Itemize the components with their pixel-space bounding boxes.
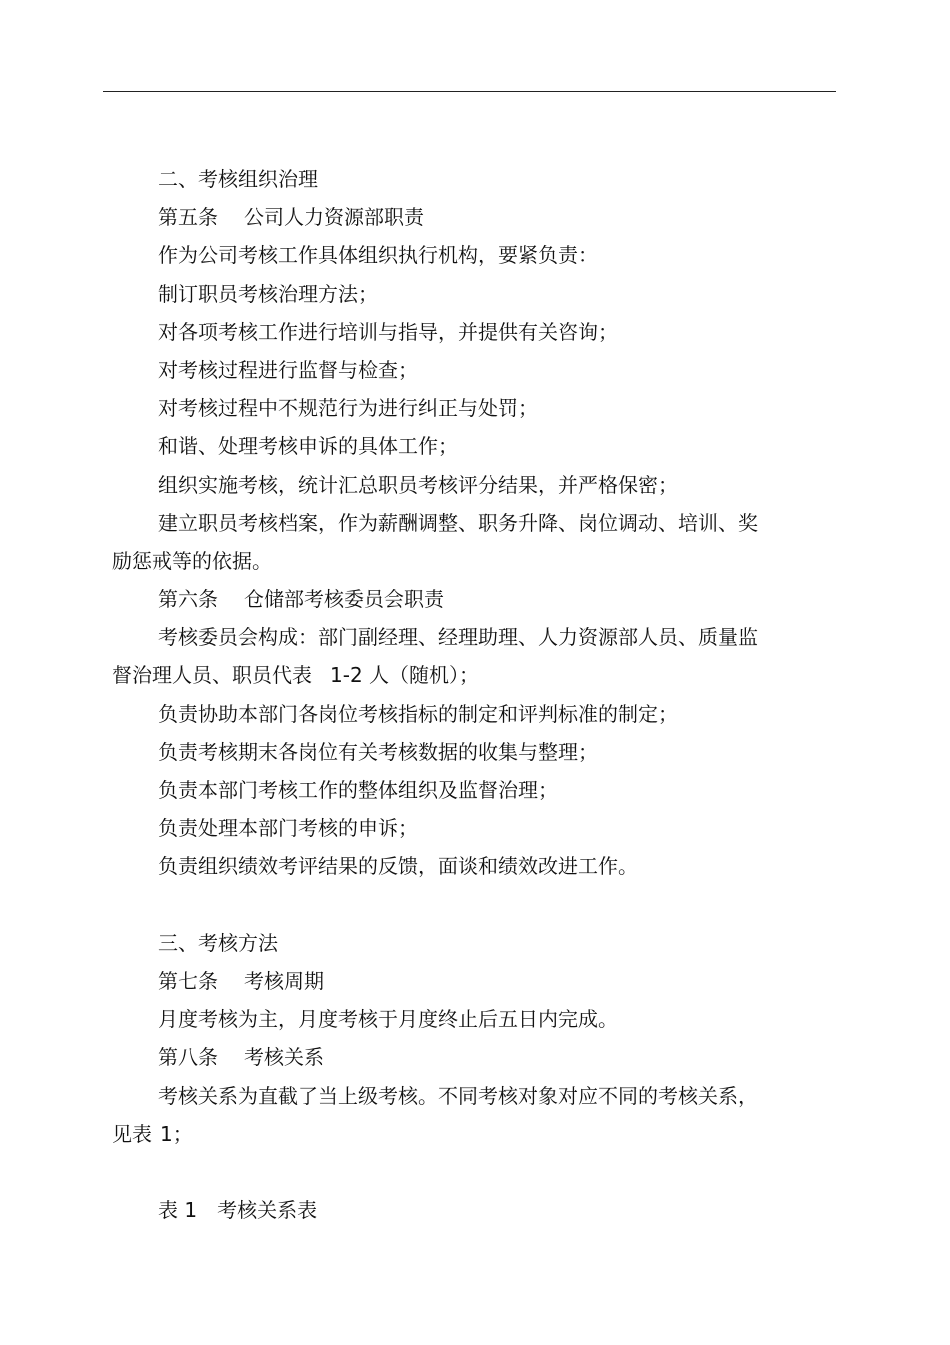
article-7-number: 第七条 — [158, 968, 218, 993]
article-6-title: 仓储部考核委员会职责 — [244, 587, 444, 612]
article-5-title: 公司人力资源部职责 — [244, 205, 424, 230]
article-5-heading — [112, 198, 802, 236]
section-heading-3: 三、考核方法 — [158, 930, 278, 955]
paragraph-spacer — [112, 1153, 802, 1191]
committee-duty-item: 负责考核期末各岗位有关考核数据的收集与整理； — [158, 739, 598, 764]
committee-duty-item: 负责协助本部门各岗位考核指标的制定和评判标准的制定； — [158, 701, 678, 726]
article-5-intro: 作为公司考核工作具体组织执行机构，要紧负责： — [158, 243, 598, 268]
committee-members: 督治理人员、职员代表 — [112, 663, 312, 688]
article-8-number: 第八条 — [158, 1045, 218, 1070]
article-6-heading — [112, 580, 802, 618]
duty-item: 对考核过程中不规范行为进行纠正与处罚； — [158, 396, 538, 421]
relation-paragraph-line2 — [112, 1115, 802, 1153]
committee-duty-item: 负责处理本部门考核的申诉； — [158, 816, 418, 841]
duty-item: 和谐、处理考核申诉的具体工作； — [158, 434, 458, 459]
relation-table-ref: 1； — [160, 1121, 193, 1146]
duty-item: 对各项考核工作进行培训与指导，并提供有关咨询； — [158, 319, 618, 344]
committee-count: 1-2 人（随机）； — [330, 663, 480, 688]
article-8-heading — [112, 1038, 802, 1076]
archive-paragraph-line1: 建立职员考核档案，作为薪酬调整、职务升降、岗位调动、培训、奖 — [158, 510, 758, 535]
section-heading-2: 二、考核组织治理 — [158, 167, 318, 191]
committee-duty-item: 负责组织绩效考评结果的反馈，面谈和绩效改进工作。 — [158, 854, 638, 879]
committee-paragraph-line2 — [112, 656, 802, 694]
duty-item: 组织实施考核，统计汇总职员考核评分结果，并严格保密； — [158, 472, 678, 497]
duty-item: 对考核过程进行监督与检查； — [158, 357, 418, 382]
cycle-paragraph: 月度考核为主，月度考核于月度终止后五日内完成。 — [158, 1007, 618, 1032]
committee-duty-item: 负责本部门考核工作的整体组织及监督治理； — [158, 778, 558, 802]
table-caption — [112, 1191, 802, 1229]
duty-item: 制订职员考核治理方法； — [158, 281, 378, 306]
table-number: 表 1 — [158, 1198, 198, 1223]
article-7-heading — [112, 962, 802, 1000]
article-6-number: 第六条 — [158, 587, 218, 612]
committee-paragraph-line1: 考核委员会构成：部门副经理、经理助理、人力资源部人员、质量监 — [158, 625, 758, 650]
header-rule — [103, 91, 836, 92]
relation-paragraph-line1: 考核关系为直截了当上级考核。不同考核对象对应不同的考核关系， — [158, 1083, 758, 1108]
paragraph-spacer — [112, 886, 802, 924]
article-8-title: 考核关系 — [244, 1045, 324, 1070]
article-5-number: 第五条 — [158, 205, 218, 230]
table-title: 考核关系表 — [217, 1198, 318, 1223]
relation-see: 见表 — [112, 1121, 152, 1146]
article-7-title: 考核周期 — [244, 968, 324, 993]
document-body — [112, 160, 802, 1229]
archive-paragraph-line2: 励惩戒等的依据。 — [112, 548, 272, 573]
